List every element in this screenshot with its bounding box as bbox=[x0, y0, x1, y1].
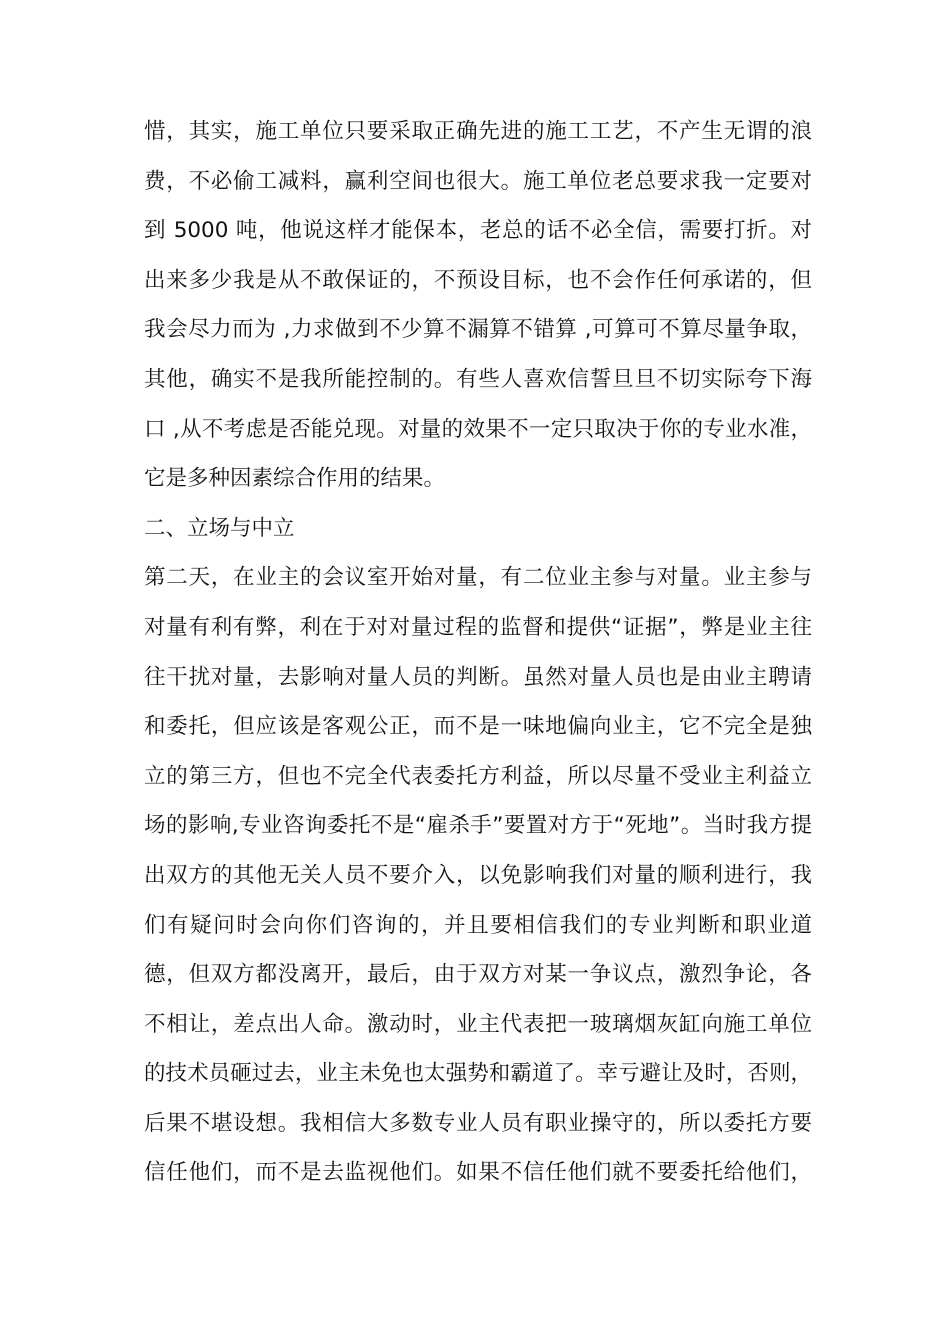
text-line: 们有疑问时会向你们咨询的，并且要相信我们的专业判断和职业道 bbox=[144, 912, 812, 938]
text-line: 费，不必偷工减料，赢利空间也很大。施工单位老总要求我一定要对 bbox=[144, 168, 812, 194]
text-line: 信任他们，而不是去监视他们。如果不信任他们就不要委托给他们， bbox=[144, 1160, 812, 1186]
text-line: 不相让，差点出人命。激动时，业主代表把一玻璃烟灰缸向施工单位 bbox=[144, 1011, 812, 1037]
text-line: 出来多少我是从不敢保证的，不预设目标，也不会作任何承诺的，但 bbox=[144, 267, 812, 293]
text-line: 的技术员砸过去，业主未免也太强势和霸道了。幸亏避让及时，否则， bbox=[144, 1061, 812, 1087]
text-line: 到 5000 吨，他说这样才能保本，老总的话不必全信，需要打折。对 bbox=[144, 218, 812, 244]
text-line: 德，但双方都没离开，最后，由于双方对某一争议点，激烈争论，各 bbox=[144, 962, 812, 988]
text-line: 其他，确实不是我所能控制的。有些人喜欢信誓旦旦不切实际夸下海 bbox=[144, 366, 812, 392]
text-line: 后果不堪设想。我相信大多数专业人员有职业操守的，所以委托方要 bbox=[144, 1110, 812, 1136]
text-line: 立的第三方，但也不完全代表委托方利益，所以尽量不受业主利益立 bbox=[144, 763, 812, 789]
section-heading: 二、立场与中立 bbox=[144, 515, 295, 541]
text-line: 它是多种因素综合作用的结果。 bbox=[144, 466, 446, 492]
text-line: 场的影响,专业咨询委托不是“雇杀手”要置对方于“死地”。当时我方提 bbox=[144, 813, 812, 839]
text-line: 往干扰对量，去影响对量人员的判断。虽然对量人员也是由业主聘请 bbox=[144, 664, 812, 690]
text-line: 出双方的其他无关人员不要介入，以免影响我们对量的顺利进行，我 bbox=[144, 862, 812, 888]
text-line: 第二天，在业主的会议室开始对量，有二位业主参与对量。业主参与 bbox=[144, 565, 812, 591]
text-line: 对量有利有弊，利在于对对量过程的监督和提供“证据”，弊是业主往 bbox=[144, 614, 812, 640]
body-text bbox=[144, 107, 812, 1198]
text-line: 口 ,从不考虑是否能兑现。对量的效果不一定只取决于你的专业水准， bbox=[144, 416, 812, 442]
text-line: 和委托，但应该是客观公正，而不是一味地偏向业主，它不完全是独 bbox=[144, 714, 812, 740]
text-line: 惜，其实，施工单位只要采取正确先进的施工工艺，不产生无谓的浪 bbox=[144, 119, 812, 144]
text-line: 我会尽力而为 ,力求做到不少算不漏算不错算 ,可算可不算尽量争取， bbox=[144, 317, 812, 343]
